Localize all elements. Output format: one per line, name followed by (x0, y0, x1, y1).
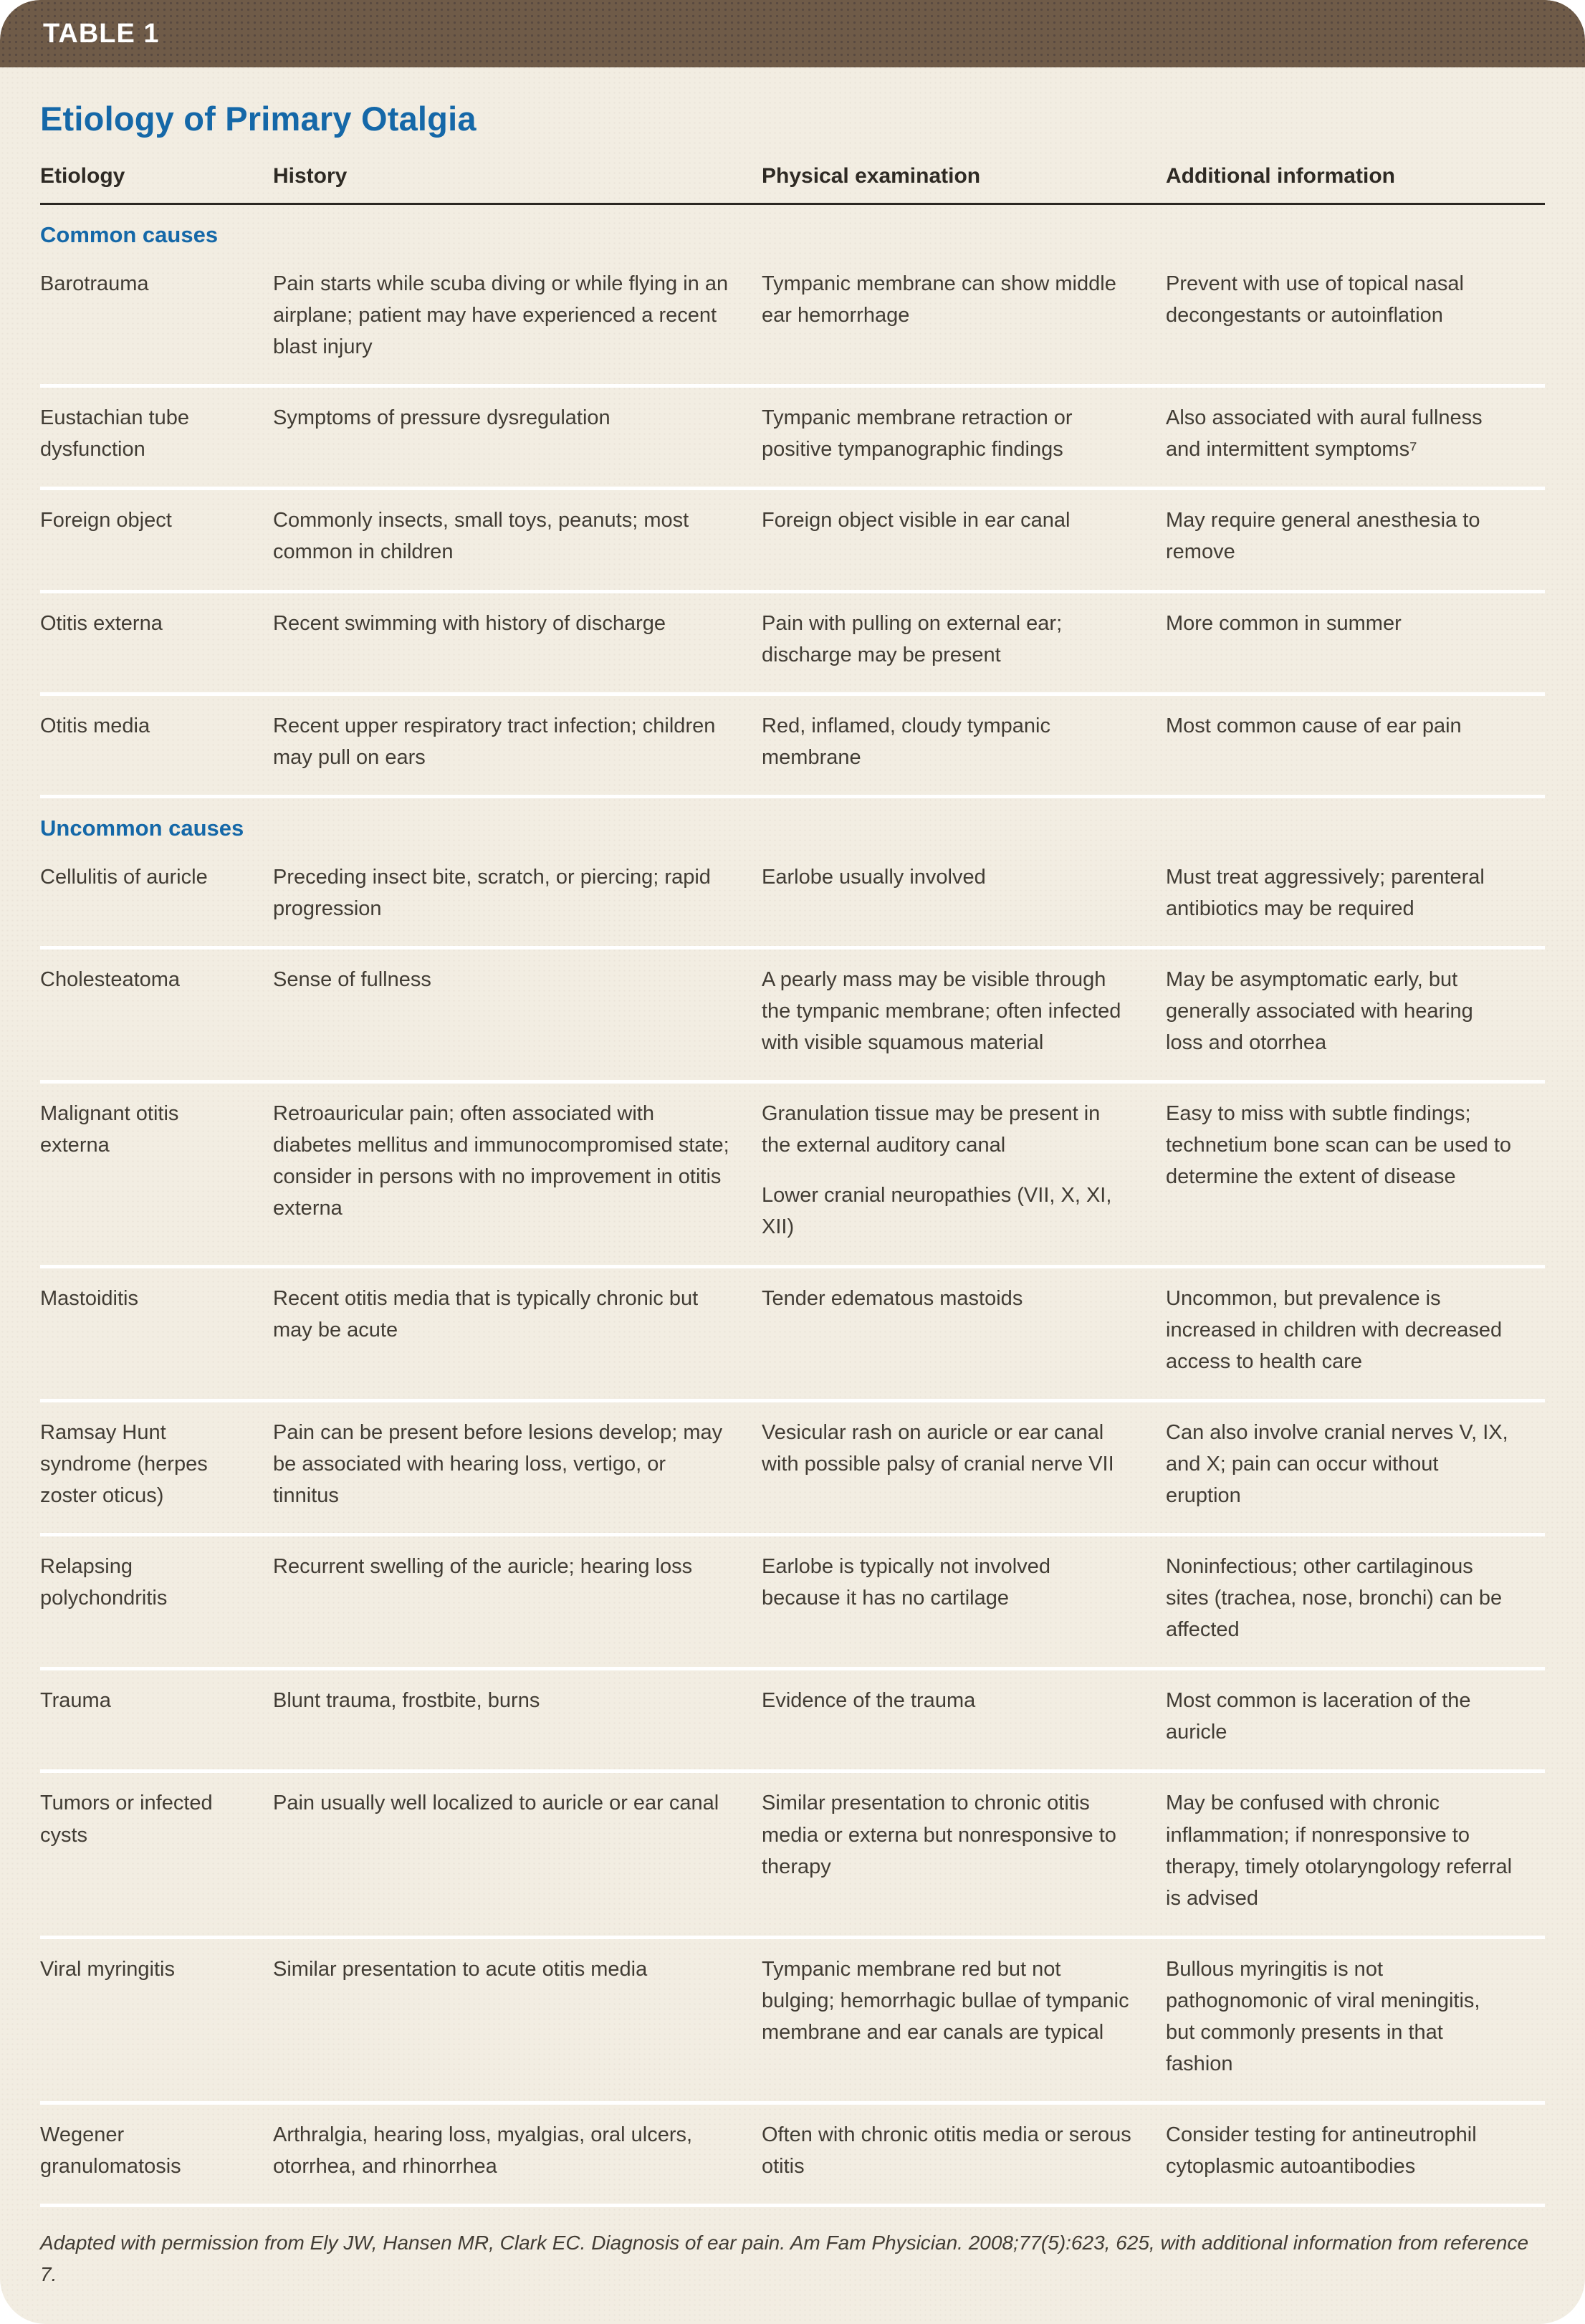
history-cell: Recurrent swelling of the auricle; hearing loss (273, 1555, 693, 1579)
history-cell: Pain starts while scuba diving or while flying in an airplane; patient may have experienced a recent blast injury (273, 272, 729, 359)
table-row (40, 254, 1545, 388)
physical-exam-cell (762, 1283, 1166, 1377)
table-row (40, 847, 1545, 950)
cell-paragraph: Earlobe usually involved (762, 865, 986, 889)
cell-paragraph: Tympanic membrane retraction or positive tympanographic findings (762, 406, 1073, 462)
etiology-cell: Foreign object (40, 509, 172, 532)
table-row (40, 2105, 1545, 2207)
additional-info-cell: May be confused with chronic inflammation; if nonresponsive to therapy, timely otolaryngology referral is advised (1166, 1792, 1513, 1910)
additional-info-cell: Consider testing for antineutrophil cytoplasmic autoantibodies (1166, 2123, 1477, 2179)
history-cell: Arthralgia, hearing loss, myalgias, oral ulcers, otorrhea, and rhinorrhea (273, 2123, 693, 2179)
column-header-physical-examination: Physical examination (762, 164, 981, 188)
cell-paragraph: Tympanic membrane can show middle ear hemorrhage (762, 272, 1116, 327)
additional-info-cell: May be asymptomatic early, but generally associated with hearing loss and otorrhea (1166, 968, 1473, 1055)
etiology-cell: Mastoiditis (40, 1286, 138, 1310)
physical-exam-cell (762, 1417, 1166, 1511)
additional-info-cell: Bullous myringitis is not pathognomonic of viral meningitis, but commonly presents in that fashion (1166, 1957, 1480, 2075)
section-heading-uncommon-causes: Uncommon causes (40, 815, 244, 841)
cell-paragraph: Earlobe is typically not involved because it has no cartilage (762, 1555, 1050, 1610)
table-row (40, 1268, 1545, 1402)
cell-paragraph: Pain with pulling on external ear; discharge may be present (762, 611, 1063, 666)
additional-info-cell: Most common is laceration of the auricle (1166, 1689, 1471, 1744)
additional-info-cell: Also associated with aural fullness and intermittent symptoms⁷ (1166, 406, 1483, 462)
history-cell: Commonly insects, small toys, peanuts; most common in children (273, 509, 689, 564)
cell-paragraph: Lower cranial neuropathies (VII, X, XI, XII) (762, 1184, 1112, 1239)
table-number-bar (0, 0, 1585, 67)
history-cell: Pain usually well localized to auricle or ear canal (273, 1792, 719, 1815)
additional-info-cell: Must treat aggressively; parenteral antibiotics may be required (1166, 865, 1485, 920)
etiology-cell: Cholesteatoma (40, 968, 181, 992)
cell-paragraph: Tympanic membrane red but not bulging; hemorrhagic bullae of tympanic membrane and ear canals are typical (762, 1957, 1129, 2044)
table-row (40, 490, 1545, 593)
additional-info-cell: Can also involve cranial nerves V, IX, and X; pain can occur without eruption (1166, 1420, 1508, 1507)
physical-exam-cell (762, 268, 1166, 363)
history-cell: Sense of fullness (273, 968, 431, 992)
additional-info-cell: Most common cause of ear pain (1166, 714, 1462, 737)
table-content (0, 99, 1585, 2324)
history-cell: Preceding insect bite, scratch, or piercing; rapid progression (273, 865, 711, 920)
additional-info-cell: More common in summer (1166, 611, 1402, 635)
additional-info-cell: Uncommon, but prevalence is increased in children with decreased access to health care (1166, 1286, 1503, 1373)
physical-exam-cell (762, 1685, 1166, 1748)
physical-exam-cell (762, 1098, 1166, 1243)
history-cell: Recent upper respiratory tract infection; children may pull on ears (273, 714, 716, 769)
table-row (40, 388, 1545, 490)
physical-exam-cell (762, 505, 1166, 568)
history-cell: Recent swimming with history of discharge (273, 611, 666, 635)
history-cell: Pain can be present before lesions develop; may be associated with hearing loss, vertigo, or tinnitus (273, 1420, 723, 1507)
table-row (40, 593, 1545, 696)
history-cell: Recent otitis media that is typically chronic but may be acute (273, 1286, 699, 1342)
history-cell: Similar presentation to acute otitis media (273, 1957, 648, 1981)
column-header-history: History (273, 164, 348, 188)
etiology-cell: Relapsing polychondritis (40, 1555, 168, 1610)
cell-paragraph: Vesicular rash on auricle or ear canal with possible palsy of cranial nerve VII (762, 1420, 1114, 1476)
additional-info-cell: Noninfectious; other cartilaginous sites (trachea, nose, bronchi) can be affected (1166, 1555, 1503, 1642)
physical-exam-cell (762, 1787, 1166, 1913)
physical-exam-cell (762, 402, 1166, 465)
column-header-etiology: Etiology (40, 164, 125, 188)
cell-paragraph: Often with chronic otitis media or serous otitis (762, 2123, 1131, 2179)
etiology-cell: Otitis media (40, 714, 150, 737)
table-number-label: TABLE 1 (43, 18, 160, 49)
history-cell: Retroauricular pain; often associated with diabetes mellitus and immunocompromised state; consider in persons with no improvement in otitis externa (273, 1102, 729, 1220)
physical-exam-cell (762, 964, 1166, 1058)
table-row (40, 1536, 1545, 1670)
cell-paragraph: Evidence of the trauma (762, 1689, 976, 1713)
cell-paragraph: Foreign object visible in ear canal (762, 509, 1071, 532)
physical-exam-cell (762, 710, 1166, 773)
etiology-cell: Otitis externa (40, 611, 163, 635)
table-title: Etiology of Primary Otalgia (40, 100, 477, 138)
etiology-cell: Malignant otitis externa (40, 1102, 179, 1157)
cell-paragraph: Granulation tissue may be present in the external auditory canal (762, 1102, 1101, 1157)
cell-paragraph: Red, inflamed, cloudy tympanic membrane (762, 714, 1050, 769)
etiology-cell: Ramsay Hunt syndrome (herpes zoster oticus) (40, 1420, 208, 1507)
physical-exam-cell (762, 861, 1166, 924)
table-row (40, 1084, 1545, 1268)
additional-info-cell: Prevent with use of topical nasal decongestants or autoinflation (1166, 272, 1464, 327)
physical-exam-cell (762, 1954, 1166, 2080)
table-row (40, 696, 1545, 798)
physical-exam-cell (762, 1551, 1166, 1645)
etiology-cell: Trauma (40, 1689, 111, 1713)
cell-paragraph: Similar presentation to chronic otitis media or externa but nonresponsive to therapy (762, 1792, 1116, 1878)
table-row (40, 1939, 1545, 2105)
etiology-cell: Barotrauma (40, 272, 149, 295)
physical-exam-cell (762, 2119, 1166, 2182)
column-header-additional-information: Additional information (1166, 164, 1395, 188)
cell-paragraph: A pearly mass may be visible through the tympanic membrane; often infected with visible squamous material (762, 968, 1121, 1055)
history-cell: Blunt trauma, frostbite, burns (273, 1689, 540, 1713)
table-row (40, 1670, 1545, 1773)
etiology-cell: Viral myringitis (40, 1957, 176, 1981)
footnote: Adapted with permission from Ely JW, Hansen MR, Clark EC. Diagnosis of ear pain. Am Fam Physician. 2008;77(5):623, 625, with additional information from reference 7. (40, 2232, 1529, 2285)
etiology-cell: Cellulitis of auricle (40, 865, 208, 889)
etiology-cell: Tumors or infected cysts (40, 1792, 213, 1847)
history-cell: Symptoms of pressure dysregulation (273, 406, 610, 430)
etiology-cell: Wegener granulomatosis (40, 2123, 181, 2179)
table-row (40, 950, 1545, 1084)
additional-info-cell: Easy to miss with subtle findings; technetium bone scan can be used to determine the extent of disease (1166, 1102, 1512, 1189)
table-row (40, 1402, 1545, 1536)
cell-paragraph: Tender edematous mastoids (762, 1286, 1023, 1310)
additional-info-cell: May require general anesthesia to remove (1166, 509, 1480, 564)
etiology-cell: Eustachian tube dysfunction (40, 406, 189, 462)
section-heading-common-causes: Common causes (40, 222, 219, 247)
physical-exam-cell (762, 608, 1166, 671)
table-row (40, 1773, 1545, 1938)
column-header-row (40, 164, 1545, 205)
